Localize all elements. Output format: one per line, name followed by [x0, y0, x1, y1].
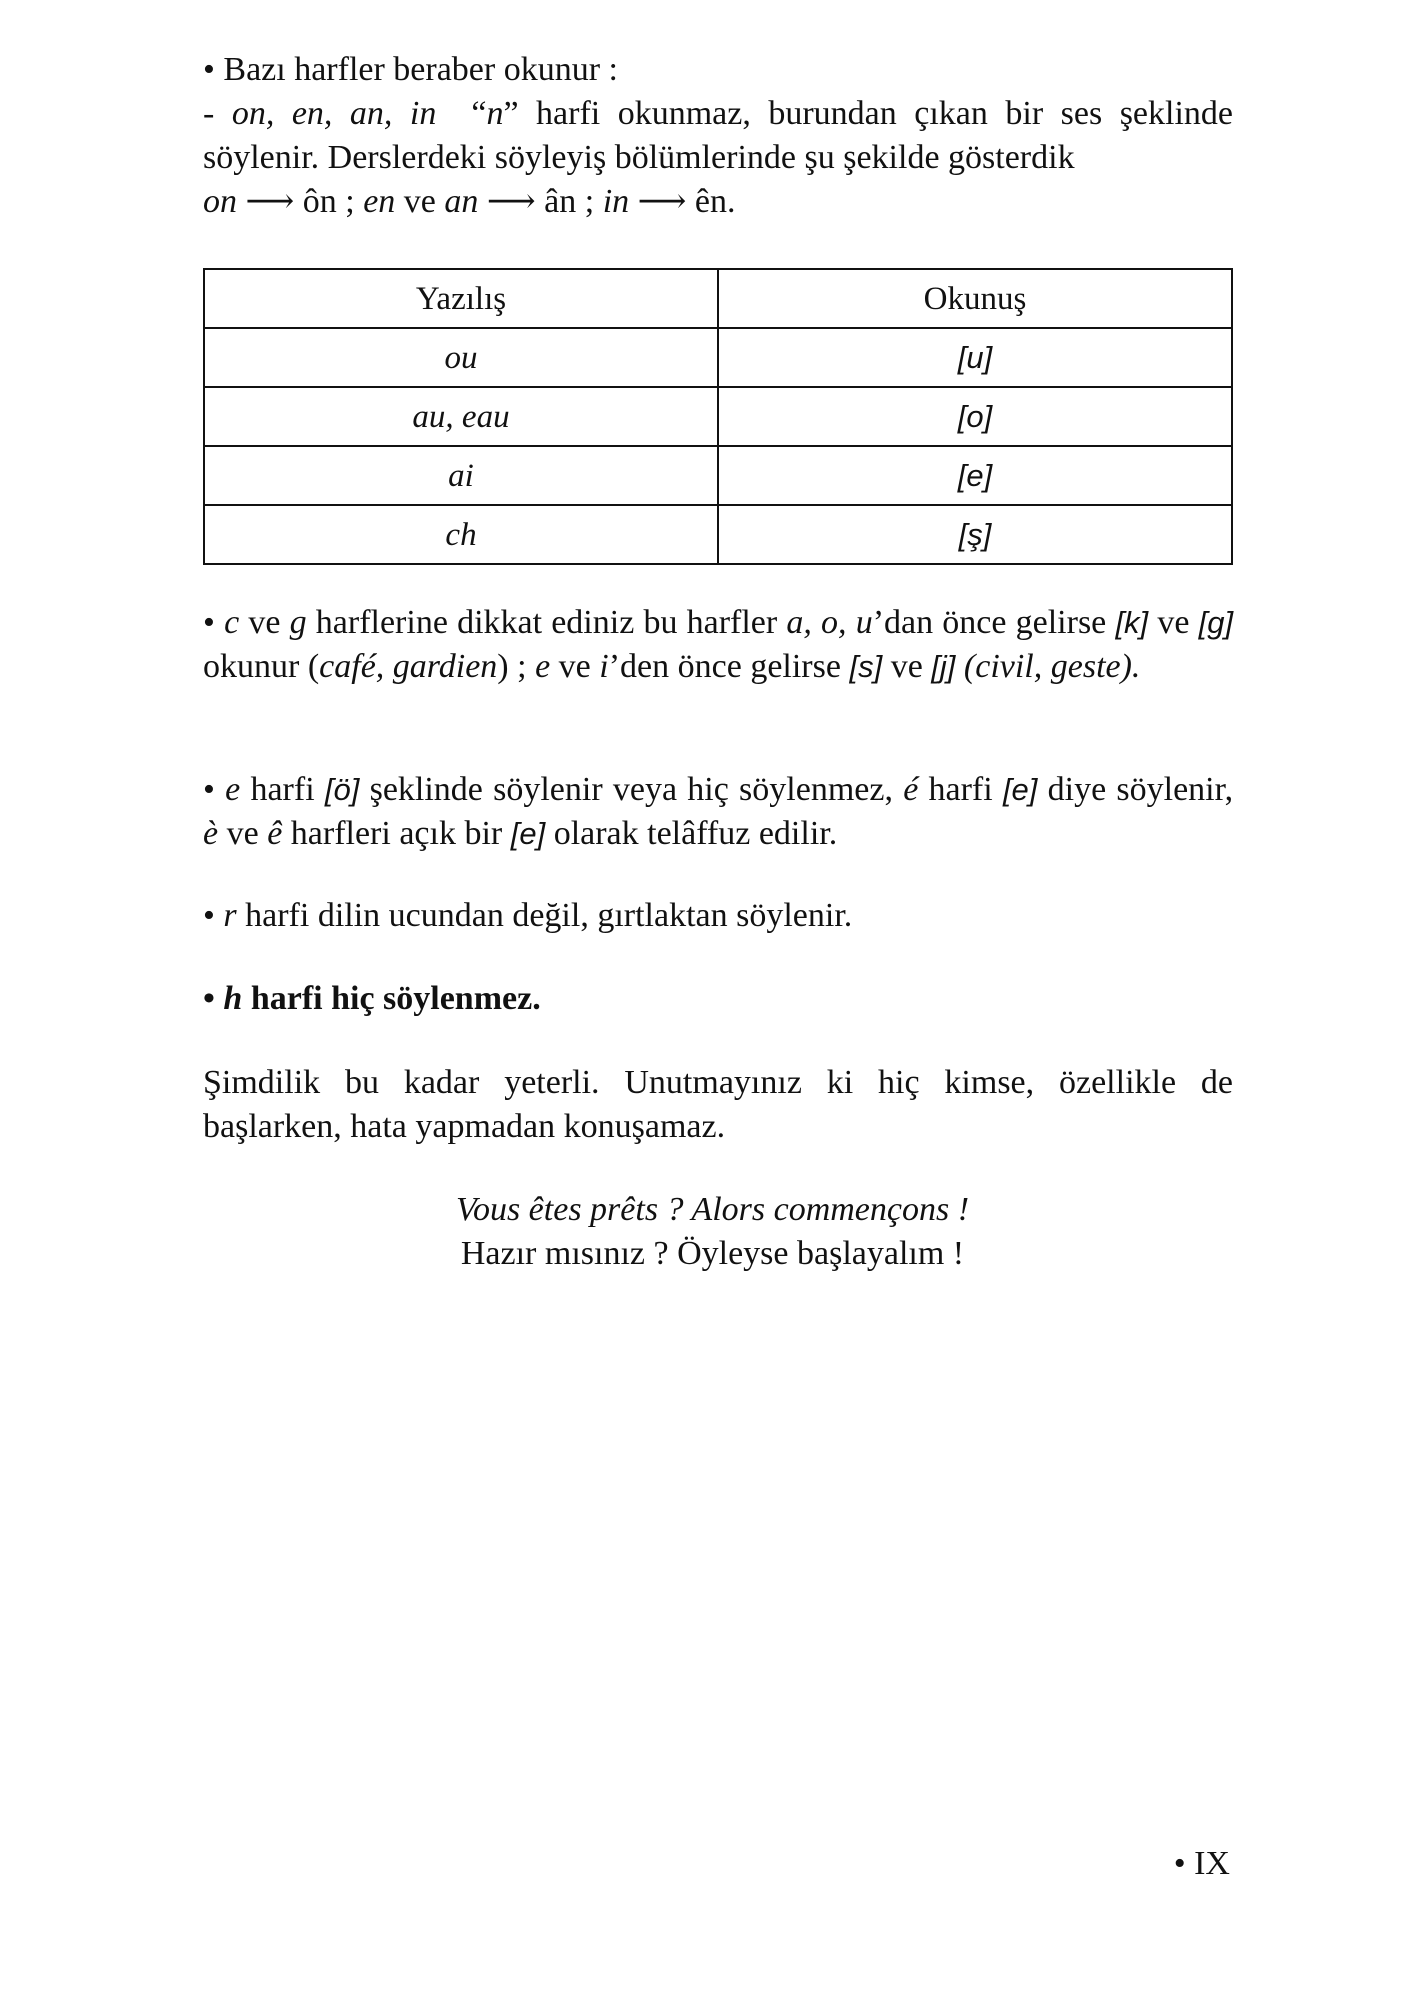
- note-text: harflerine dikkat ediniz bu harfler: [315, 604, 778, 641]
- cell-spelling: [204, 446, 718, 505]
- nasal-rule: - on, en, an, in “n” harfi okunmaz, burundan çıkan bir ses şeklinde söylenir. Derslerdeki söyleyiş bölümlerinde şu şekilde gösterdik: [203, 95, 1234, 176]
- cell-pronunciation: [e]: [718, 446, 1232, 505]
- closing-paragraph: Şimdilik bu kadar yeterli. Unutmayınız ki hiç kimse, özellikle de başlarken, hata yapmadan konuşamaz.: [203, 1064, 1233, 1145]
- note-e-letters: • e harfi [ö] şeklinde söylenir veya hiç söylenmez, é harfi [e] diye söylenir, è ve ê harfleri açık bir [e] olarak telâffuz edilir.: [203, 771, 1234, 852]
- note-text: harfi: [250, 771, 315, 808]
- note-text: ’dan önce gelirse: [872, 604, 1107, 641]
- header-pronunciation: Okunuş: [718, 269, 1232, 328]
- note-text: şeklinde söylenir veya hiç söylenmez,: [369, 771, 893, 808]
- note-text: harfleri açık bir: [290, 815, 503, 852]
- example-on-result: ôn: [302, 183, 337, 220]
- table-row: [204, 328, 1232, 387]
- conj-ve: ve: [248, 604, 281, 641]
- letter-e-circumflex: ê: [267, 815, 283, 852]
- ipa-oe: [ö]: [324, 772, 360, 807]
- table-header-row: [204, 269, 1232, 328]
- example-an-result: ân: [544, 183, 577, 220]
- conj-ve: ve: [226, 815, 259, 852]
- note-text: okunur (: [203, 648, 320, 685]
- letter-e-grave: è: [203, 815, 219, 852]
- table-row: [204, 446, 1232, 505]
- table-row: [204, 505, 1232, 564]
- letter-e: e: [225, 771, 241, 808]
- final-lines: [0, 1188, 1425, 1276]
- cell-pronunciation: [ş]: [718, 505, 1232, 564]
- example-words: (civil, geste).: [963, 648, 1141, 685]
- note-h: • h harfi hiç söylenmez.: [203, 980, 541, 1017]
- ipa-e: [e]: [1002, 772, 1038, 807]
- note-text: harfi: [928, 771, 993, 808]
- intro-heading: • Bazı harfler beraber okunur :: [203, 51, 618, 88]
- note-text: harfi hiç söylenmez.: [250, 980, 541, 1017]
- arrow-icon: ⟶: [486, 183, 536, 220]
- letter-c: c: [224, 604, 240, 641]
- page-number: • IX: [1173, 1845, 1230, 1882]
- letter-h: h: [223, 980, 243, 1017]
- spelling-text: ai: [448, 457, 474, 494]
- cell-pronunciation: [o]: [718, 387, 1232, 446]
- ipa-s: [s]: [849, 649, 883, 684]
- letter-e: e: [535, 648, 551, 685]
- page-number-text: IX: [1194, 1845, 1230, 1882]
- note-c-g: • c ve g harflerine dikkat ediniz bu harfler a, o, u’dan önce gelirse [k] ve [g] okunur (café, gardien) ; e ve i’den önce gelirse [s] ve [j] (civil, geste).: [203, 604, 1234, 685]
- ipa-g: [g]: [1198, 605, 1234, 640]
- letter-g: g: [289, 604, 307, 641]
- n-letter: n: [486, 95, 504, 132]
- note-text: ) ;: [497, 648, 527, 685]
- ipa-k: [k]: [1115, 605, 1149, 640]
- letter-i: i: [599, 648, 609, 685]
- nasal-examples: on ⟶ ôn ; en ve an ⟶ ân ; in ⟶ ên.: [203, 183, 736, 220]
- example-in: in: [602, 183, 630, 220]
- cell-spelling: [204, 505, 718, 564]
- final-turkish: Hazır mısınız ? Öyleyse başlayalım !: [460, 1235, 965, 1272]
- intro-heading-text: Bazı harfler beraber okunur :: [223, 51, 618, 88]
- cell-pronunciation: [u]: [718, 328, 1232, 387]
- ipa-j: [j]: [931, 649, 956, 684]
- vowels-aou: a, o, u: [786, 604, 873, 641]
- note-text: olarak telâffuz edilir.: [553, 815, 838, 852]
- pronunciation-intro: [203, 48, 1233, 224]
- spelling-pronunciation-table: [203, 268, 1233, 565]
- conj-ve: ve: [558, 648, 591, 685]
- table-row: [204, 387, 1232, 446]
- nasal-words: on, en, an, in: [231, 95, 437, 132]
- conj-ve: ve: [403, 183, 436, 220]
- arrow-icon: ⟶: [245, 183, 295, 220]
- conj-ve: ve: [1157, 604, 1190, 641]
- ipa-e: [e]: [510, 816, 546, 851]
- header-spelling: Yazılış: [204, 269, 718, 328]
- spelling-text: au, eau: [412, 398, 510, 435]
- letter-e-acute: é: [903, 771, 919, 808]
- example-on: on: [203, 183, 237, 220]
- final-french: Vous êtes prêts ? Alors commençons !: [455, 1191, 970, 1228]
- note-text: diye söylenir,: [1047, 771, 1234, 808]
- example-en: en: [363, 183, 396, 220]
- letter-r: r: [223, 897, 237, 934]
- note-text: harfi dilin ucundan değil, gırtlaktan söylenir.: [245, 897, 853, 934]
- arrow-icon: ⟶: [637, 183, 687, 220]
- spelling-text: ou: [444, 339, 478, 376]
- conj-ve: ve: [890, 648, 923, 685]
- example-in-result: ên.: [694, 183, 736, 220]
- nasal-rule-text: harfi okunmaz, burundan çıkan bir ses şeklinde söylenir. Derslerdeki söyleyiş bölümlerinde şu şekilde gösterdik: [203, 95, 1234, 176]
- example-an: an: [444, 183, 479, 220]
- cell-spelling: [204, 328, 718, 387]
- note-text: ’den önce gelirse: [608, 648, 841, 685]
- cell-spelling: [204, 387, 718, 446]
- example-words: café, gardien: [319, 648, 498, 685]
- spelling-text: ch: [445, 516, 477, 553]
- note-r: • r harfi dilin ucundan değil, gırtlaktan söylenir.: [203, 897, 853, 934]
